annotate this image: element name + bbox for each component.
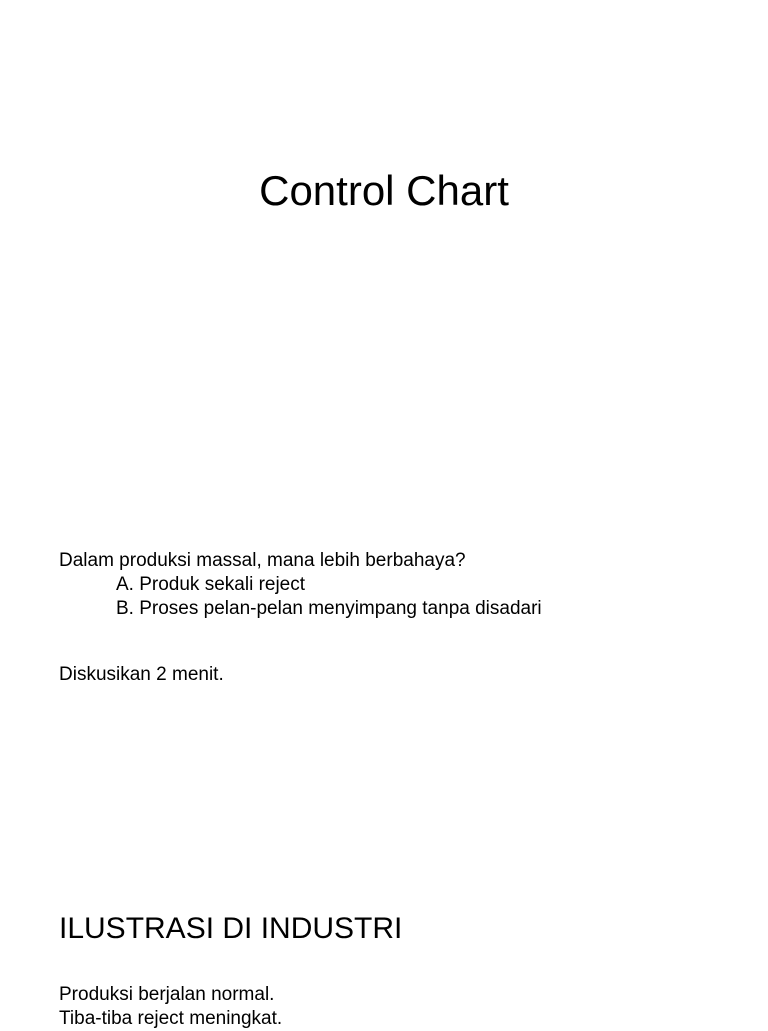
page-title: Control Chart <box>259 167 509 214</box>
option-b: B. Proses pelan-pelan menyimpang tanpa disadari <box>116 598 542 619</box>
section-heading: ILUSTRASI DI INDUSTRI <box>59 912 403 945</box>
option-a: A. Produk sekali reject <box>116 574 306 595</box>
discussion-instruction: Diskusikan 2 menit. <box>59 664 224 685</box>
body-line: Produksi berjalan normal. <box>59 984 275 1005</box>
question-block <box>59 549 739 621</box>
body-line: Tiba-tiba reject meningkat. <box>59 1008 283 1029</box>
question-prompt: Dalam produksi massal, mana lebih berbahaya? <box>59 550 466 571</box>
